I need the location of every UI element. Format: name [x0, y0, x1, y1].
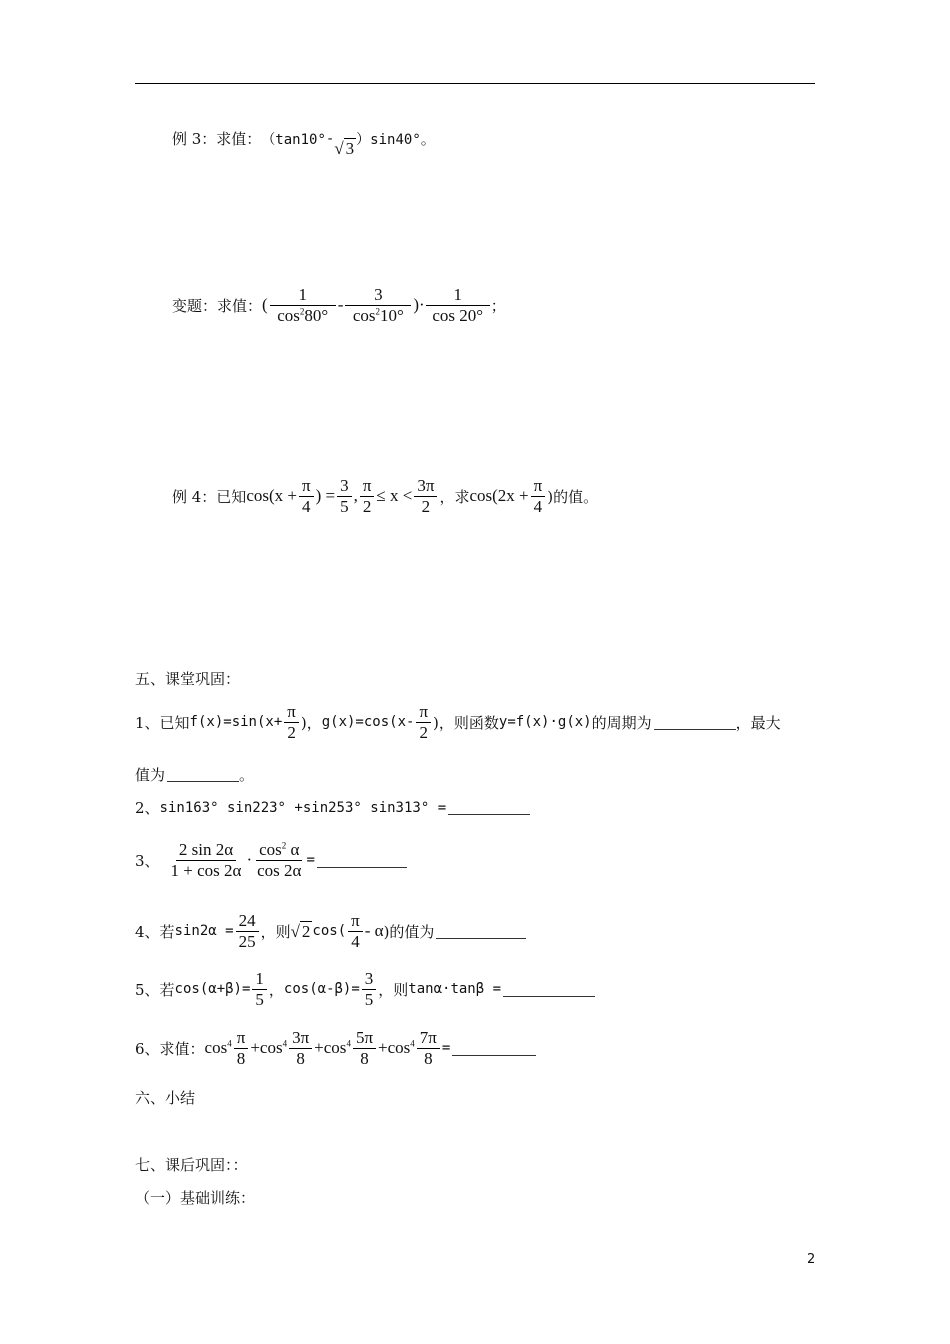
power-4: 4	[346, 1038, 351, 1049]
fraction-1-over-cos2-80	[270, 285, 336, 325]
q4-prefix: 4、若	[135, 922, 175, 941]
example-4	[172, 476, 598, 516]
cos4-term-1	[205, 1038, 232, 1058]
frac-den: 4	[351, 931, 360, 951]
frac-num: 1	[426, 285, 490, 306]
fraction-3-over-cos2-10	[345, 285, 411, 325]
question-4	[135, 911, 526, 951]
fraction-pi-over-2	[360, 476, 375, 516]
variant-problem	[172, 285, 506, 325]
frac-den: 2	[287, 722, 296, 742]
frac-num: π	[360, 476, 375, 497]
cos4-term-4	[388, 1038, 415, 1058]
q3-prefix: 3、	[135, 851, 160, 870]
equals: =	[441, 1040, 451, 1057]
inequality: ≤ x <	[376, 486, 413, 506]
example-3	[172, 128, 436, 158]
paren-close: )	[413, 295, 420, 315]
fraction-3-over-5-q5	[362, 969, 377, 1009]
cos-open: cos(x +	[246, 486, 297, 506]
frac-num: cos	[259, 840, 282, 859]
fraction-3pi-over-2	[414, 476, 437, 516]
section-6-heading: 六、小结	[135, 1089, 196, 1107]
sqrt-3: √ 3	[334, 139, 355, 158]
fraction-cos2a	[254, 840, 304, 880]
example-3-expr-open: （tan10°	[261, 131, 326, 148]
cos2x-open: cos(2x +	[469, 486, 529, 506]
frac-den: 25	[238, 931, 256, 951]
q1-max-tail: ，最大	[735, 713, 781, 732]
question-3	[135, 840, 407, 880]
frac-den: 4	[533, 496, 543, 516]
example-4-label: 例 4：已知	[172, 487, 247, 506]
fraction-pi-over-2-b	[416, 702, 431, 742]
q5-prefix: 5、若	[135, 980, 175, 999]
frac-den: 4	[302, 496, 311, 516]
frac-den: 2	[362, 496, 372, 516]
frac-num: 24	[236, 911, 259, 932]
q1-f-def: f(x)=sin(x+	[189, 714, 283, 731]
answer-blank-q3[interactable]	[317, 853, 407, 868]
fraction-24-over-25	[236, 911, 259, 951]
q5-cos2: cos(α-β)=	[283, 981, 360, 998]
frac-den-tail: 10°	[380, 305, 404, 325]
cos4-term-3	[324, 1038, 351, 1058]
q4-sin2a: sin2α =	[174, 923, 234, 940]
frac-den: 5	[340, 496, 349, 516]
cos-text: cos	[323, 1038, 347, 1058]
answer-blank-q1-period[interactable]	[654, 715, 736, 730]
q5-sep: ，	[268, 980, 284, 999]
q4-tail: )的值为	[383, 922, 435, 941]
variant-label: 变题：求值：	[172, 296, 263, 315]
fraction-pi-over-4-b	[531, 476, 546, 516]
frac-den: 8	[296, 1048, 305, 1068]
frac-den: 1 + cos 2α	[170, 860, 242, 880]
frac-den: 5	[255, 989, 264, 1009]
frac-num: 3π	[414, 476, 437, 497]
comma: ,	[353, 486, 358, 506]
q5-tan: tanα·tanβ =	[408, 981, 502, 998]
section-7-heading: 七、课后巩固：：	[135, 1156, 248, 1174]
example-4-tail: )的值。	[547, 487, 599, 506]
frac-den: cos 2α	[257, 860, 302, 880]
q5-then: ，则	[378, 980, 409, 999]
find-text: ，求	[439, 487, 470, 506]
example-3-minus: -	[325, 130, 335, 147]
frac-den: 8	[360, 1048, 369, 1068]
fraction-7pi-over-8	[417, 1028, 440, 1068]
page-number: 2	[807, 1252, 816, 1267]
header-rule	[135, 83, 815, 84]
question-1-line-2	[135, 764, 254, 785]
frac-den: 8	[424, 1048, 433, 1068]
cos-text: cos	[204, 1038, 228, 1058]
answer-blank-q6[interactable]	[452, 1041, 536, 1056]
frac-sup: 2	[281, 840, 287, 851]
frac-num: π	[284, 702, 299, 723]
frac-den-tail: 80°	[304, 305, 329, 325]
frac-num: 1	[270, 285, 336, 306]
frac-num: 1	[252, 969, 267, 990]
frac-num: π	[299, 476, 314, 497]
frac-den: 5	[364, 989, 374, 1009]
fraction-pi-over-2-a	[284, 702, 299, 742]
minus-sign: -	[337, 295, 344, 315]
fraction-1-over-5	[252, 969, 267, 1009]
example-3-label: 例 3：求值：	[172, 130, 262, 148]
frac-num: π	[348, 911, 363, 932]
frac-sup: 2	[375, 305, 381, 316]
dot-operator: ·	[419, 295, 425, 315]
question-6	[135, 1028, 536, 1068]
equals: =	[306, 852, 315, 869]
plus-sign: +	[378, 1038, 388, 1058]
frac-num: 5π	[353, 1028, 376, 1049]
q1-g-def: g(x)=cos(x-	[321, 714, 415, 731]
fraction-pi-over-8	[234, 1028, 249, 1068]
variant-end: ；	[490, 296, 506, 315]
cos4-term-2	[260, 1038, 287, 1058]
q1-y-def: y=f(x)·g(x)	[498, 714, 592, 731]
cos-text: cos	[259, 1038, 283, 1058]
q1-mid: )，	[300, 713, 322, 732]
example-3-expr-close: ）sin40°	[356, 131, 421, 148]
frac-num: 3	[337, 476, 352, 497]
frac-num: 3	[362, 969, 377, 990]
plus-sign: +	[250, 1038, 260, 1058]
equals: ) =	[315, 486, 336, 506]
q4-then: ，则	[260, 922, 291, 941]
frac-num: 2 sin 2α	[176, 840, 236, 861]
frac-num: π	[416, 702, 431, 723]
sqrt-radicand: 2	[301, 921, 311, 941]
power-4: 4	[410, 1038, 415, 1049]
frac-den: 2	[419, 722, 428, 742]
plus-sign: +	[314, 1038, 324, 1058]
frac-num-tail: α	[286, 840, 300, 859]
paren-open: (	[262, 295, 268, 315]
cos-text: cos	[387, 1038, 411, 1058]
q1-end: 。	[239, 766, 255, 784]
power-4: 4	[227, 1038, 232, 1049]
frac-num: π	[234, 1028, 249, 1049]
frac-num: 3	[345, 285, 411, 306]
q6-prefix: 6、求值：	[135, 1039, 205, 1058]
q2-expr: sin163° sin223° +sin253° sin313° =	[159, 799, 447, 816]
q1-period: 的周期为	[591, 713, 652, 732]
example-3-end: 。	[420, 130, 436, 148]
fraction-pi-over-4	[299, 476, 314, 516]
q4-minus-alpha: - α	[364, 921, 384, 941]
answer-blank-q4[interactable]	[436, 924, 526, 939]
question-1	[135, 702, 781, 742]
frac-den: 2	[421, 496, 431, 516]
frac-den: 8	[236, 1048, 246, 1068]
fraction-3-over-5	[337, 476, 352, 516]
fraction-pi-over-4-q4	[348, 911, 363, 951]
frac-num: 3π	[289, 1028, 312, 1049]
q2-prefix: 2、	[135, 799, 160, 817]
frac-den: cos 20°	[432, 305, 484, 325]
q1-text: )，则函数	[433, 713, 499, 732]
question-5	[135, 969, 595, 1009]
answer-blank-q2[interactable]	[448, 800, 530, 815]
frac-num: 7π	[417, 1028, 440, 1049]
frac-num: π	[531, 476, 546, 497]
subsection-basic-training: （一）基础训练：	[135, 1189, 256, 1207]
section-5-heading: 五、课堂巩固：	[135, 670, 241, 688]
dot-operator: ·	[246, 850, 253, 870]
frac-den: cos	[277, 305, 300, 325]
sqrt-radicand: 3	[345, 139, 355, 158]
frac-sup: 2	[299, 305, 305, 316]
frac-den: cos	[352, 305, 376, 325]
sqrt-2: √ 2	[290, 921, 311, 941]
question-2	[135, 797, 530, 818]
q1-prefix: 1、已知	[135, 713, 190, 732]
fraction-3pi-over-8	[289, 1028, 312, 1068]
answer-blank-q1-max[interactable]	[167, 767, 239, 782]
fraction-2sin2a	[168, 840, 245, 880]
fraction-1-over-cos-20	[427, 285, 489, 325]
q1-line2: 值为	[135, 766, 166, 784]
q5-cos1: cos(α+β)=	[174, 981, 251, 998]
q4-cos: cos(	[312, 923, 347, 940]
fraction-5pi-over-8	[353, 1028, 376, 1068]
answer-blank-q5[interactable]	[503, 982, 595, 997]
power-4: 4	[282, 1038, 288, 1049]
